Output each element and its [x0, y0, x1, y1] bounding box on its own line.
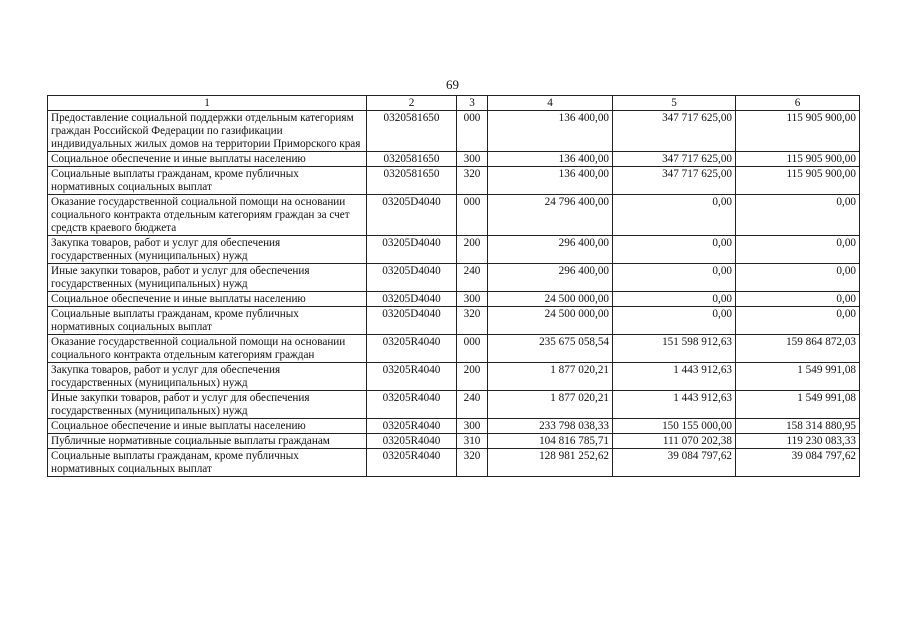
column-header-6: 6: [736, 96, 860, 111]
table-row: [48, 449, 860, 477]
row-value-year2-cell: 0,00: [613, 264, 736, 292]
row-value-year3-cell: 39 084 797,62: [736, 449, 860, 477]
table-row: [48, 167, 860, 195]
row-value-year3-cell: 1 549 991,08: [736, 363, 860, 391]
row-value-year1-cell: 24 796 400,00: [488, 195, 613, 236]
row-name-cell: Иные закупки товаров, работ и услуг для обеспечения государственных (муниципальных) нужд: [48, 391, 367, 419]
table-row: [48, 307, 860, 335]
row-value-year1-cell: 296 400,00: [488, 264, 613, 292]
row-expense-type-cell: 000: [457, 111, 488, 152]
row-name-cell: Социальные выплаты гражданам, кроме публичных нормативных социальных выплат: [48, 167, 367, 195]
row-value-year1-cell: 233 798 038,33: [488, 419, 613, 434]
table-row: [48, 363, 860, 391]
row-code-cell: 03205D4040: [367, 307, 457, 335]
row-value-year2-cell: 0,00: [613, 307, 736, 335]
row-value-year2-cell: 0,00: [613, 292, 736, 307]
row-value-year3-cell: 115 905 900,00: [736, 167, 860, 195]
row-value-year1-cell: 24 500 000,00: [488, 292, 613, 307]
row-value-year3-cell: 0,00: [736, 292, 860, 307]
row-code-cell: 0320581650: [367, 152, 457, 167]
row-name-cell: Публичные нормативные социальные выплаты гражданам: [48, 434, 367, 449]
row-value-year2-cell: 150 155 000,00: [613, 419, 736, 434]
table-row: [48, 391, 860, 419]
row-expense-type-cell: 300: [457, 152, 488, 167]
row-expense-type-cell: 000: [457, 335, 488, 363]
page-number: 69: [446, 77, 459, 92]
table-row: [48, 152, 860, 167]
row-value-year2-cell: 0,00: [613, 195, 736, 236]
row-expense-type-cell: 000: [457, 195, 488, 236]
row-value-year3-cell: 158 314 880,95: [736, 419, 860, 434]
row-value-year1-cell: 136 400,00: [488, 167, 613, 195]
row-value-year2-cell: 347 717 625,00: [613, 152, 736, 167]
row-expense-type-cell: 240: [457, 264, 488, 292]
table-row: [48, 292, 860, 307]
row-value-year1-cell: 136 400,00: [488, 111, 613, 152]
row-code-cell: 03205R4040: [367, 335, 457, 363]
row-name-cell: Закупка товаров, работ и услуг для обеспечения государственных (муниципальных) нужд: [48, 363, 367, 391]
row-value-year1-cell: 128 981 252,62: [488, 449, 613, 477]
row-name-cell: Социальные выплаты гражданам, кроме публичных нормативных социальных выплат: [48, 307, 367, 335]
row-value-year3-cell: 159 864 872,03: [736, 335, 860, 363]
row-name-cell: Закупка товаров, работ и услуг для обеспечения государственных (муниципальных) нужд: [48, 236, 367, 264]
table-header-row: [48, 96, 860, 111]
table-row: [48, 434, 860, 449]
row-value-year2-cell: 347 717 625,00: [613, 111, 736, 152]
row-code-cell: 03205R4040: [367, 449, 457, 477]
row-code-cell: 03205R4040: [367, 391, 457, 419]
row-value-year3-cell: 1 549 991,08: [736, 391, 860, 419]
row-code-cell: 03205D4040: [367, 264, 457, 292]
row-code-cell: 0320581650: [367, 111, 457, 152]
row-value-year1-cell: 235 675 058,54: [488, 335, 613, 363]
row-expense-type-cell: 320: [457, 167, 488, 195]
row-value-year3-cell: 119 230 083,33: [736, 434, 860, 449]
row-name-cell: Социальные выплаты гражданам, кроме публичных нормативных социальных выплат: [48, 449, 367, 477]
row-expense-type-cell: 300: [457, 292, 488, 307]
row-code-cell: 03205R4040: [367, 363, 457, 391]
row-name-cell: Оказание государственной социальной помощи на основании социального контракта отдельным категориям граждан за счет средств краевого бюджета: [48, 195, 367, 236]
row-value-year3-cell: 0,00: [736, 195, 860, 236]
row-expense-type-cell: 310: [457, 434, 488, 449]
row-value-year2-cell: 0,00: [613, 236, 736, 264]
row-name-cell: Оказание государственной социальной помощи на основании социального контракта отдельным категориям граждан: [48, 335, 367, 363]
budget-table: [47, 95, 860, 477]
row-value-year1-cell: 136 400,00: [488, 152, 613, 167]
row-value-year2-cell: 151 598 912,63: [613, 335, 736, 363]
column-header-4: 4: [488, 96, 613, 111]
row-value-year1-cell: 24 500 000,00: [488, 307, 613, 335]
row-name-cell: Предоставление социальной поддержки отдельным категориям граждан Российской Федерации по газификации индивидуальных жилых домов на территории Приморского края: [48, 111, 367, 152]
row-value-year1-cell: 1 877 020,21: [488, 391, 613, 419]
row-expense-type-cell: 320: [457, 449, 488, 477]
row-code-cell: 03205R4040: [367, 419, 457, 434]
row-value-year2-cell: 347 717 625,00: [613, 167, 736, 195]
table-row: [48, 335, 860, 363]
row-name-cell: Социальное обеспечение и иные выплаты населению: [48, 152, 367, 167]
row-name-cell: Социальное обеспечение и иные выплаты населению: [48, 419, 367, 434]
row-value-year1-cell: 296 400,00: [488, 236, 613, 264]
table-row: [48, 195, 860, 236]
row-value-year3-cell: 0,00: [736, 236, 860, 264]
row-expense-type-cell: 240: [457, 391, 488, 419]
table-row: [48, 419, 860, 434]
row-expense-type-cell: 200: [457, 236, 488, 264]
column-header-1: 1: [48, 96, 367, 111]
row-expense-type-cell: 300: [457, 419, 488, 434]
column-header-3: 3: [457, 96, 488, 111]
row-code-cell: 03205R4040: [367, 434, 457, 449]
row-name-cell: Иные закупки товаров, работ и услуг для обеспечения государственных (муниципальных) нужд: [48, 264, 367, 292]
row-expense-type-cell: 320: [457, 307, 488, 335]
row-value-year1-cell: 104 816 785,71: [488, 434, 613, 449]
row-value-year3-cell: 115 905 900,00: [736, 111, 860, 152]
table-row: [48, 111, 860, 152]
row-name-cell: Социальное обеспечение и иные выплаты населению: [48, 292, 367, 307]
row-value-year3-cell: 0,00: [736, 307, 860, 335]
column-header-2: 2: [367, 96, 457, 111]
table-row: [48, 236, 860, 264]
row-expense-type-cell: 200: [457, 363, 488, 391]
table-row: [48, 264, 860, 292]
table-body: [48, 111, 860, 477]
row-code-cell: 03205D4040: [367, 195, 457, 236]
column-header-5: 5: [613, 96, 736, 111]
row-value-year2-cell: 111 070 202,38: [613, 434, 736, 449]
row-value-year2-cell: 1 443 912,63: [613, 391, 736, 419]
row-code-cell: 0320581650: [367, 167, 457, 195]
row-value-year3-cell: 0,00: [736, 264, 860, 292]
row-value-year3-cell: 115 905 900,00: [736, 152, 860, 167]
row-code-cell: 03205D4040: [367, 292, 457, 307]
row-value-year2-cell: 39 084 797,62: [613, 449, 736, 477]
row-value-year1-cell: 1 877 020,21: [488, 363, 613, 391]
row-code-cell: 03205D4040: [367, 236, 457, 264]
row-value-year2-cell: 1 443 912,63: [613, 363, 736, 391]
